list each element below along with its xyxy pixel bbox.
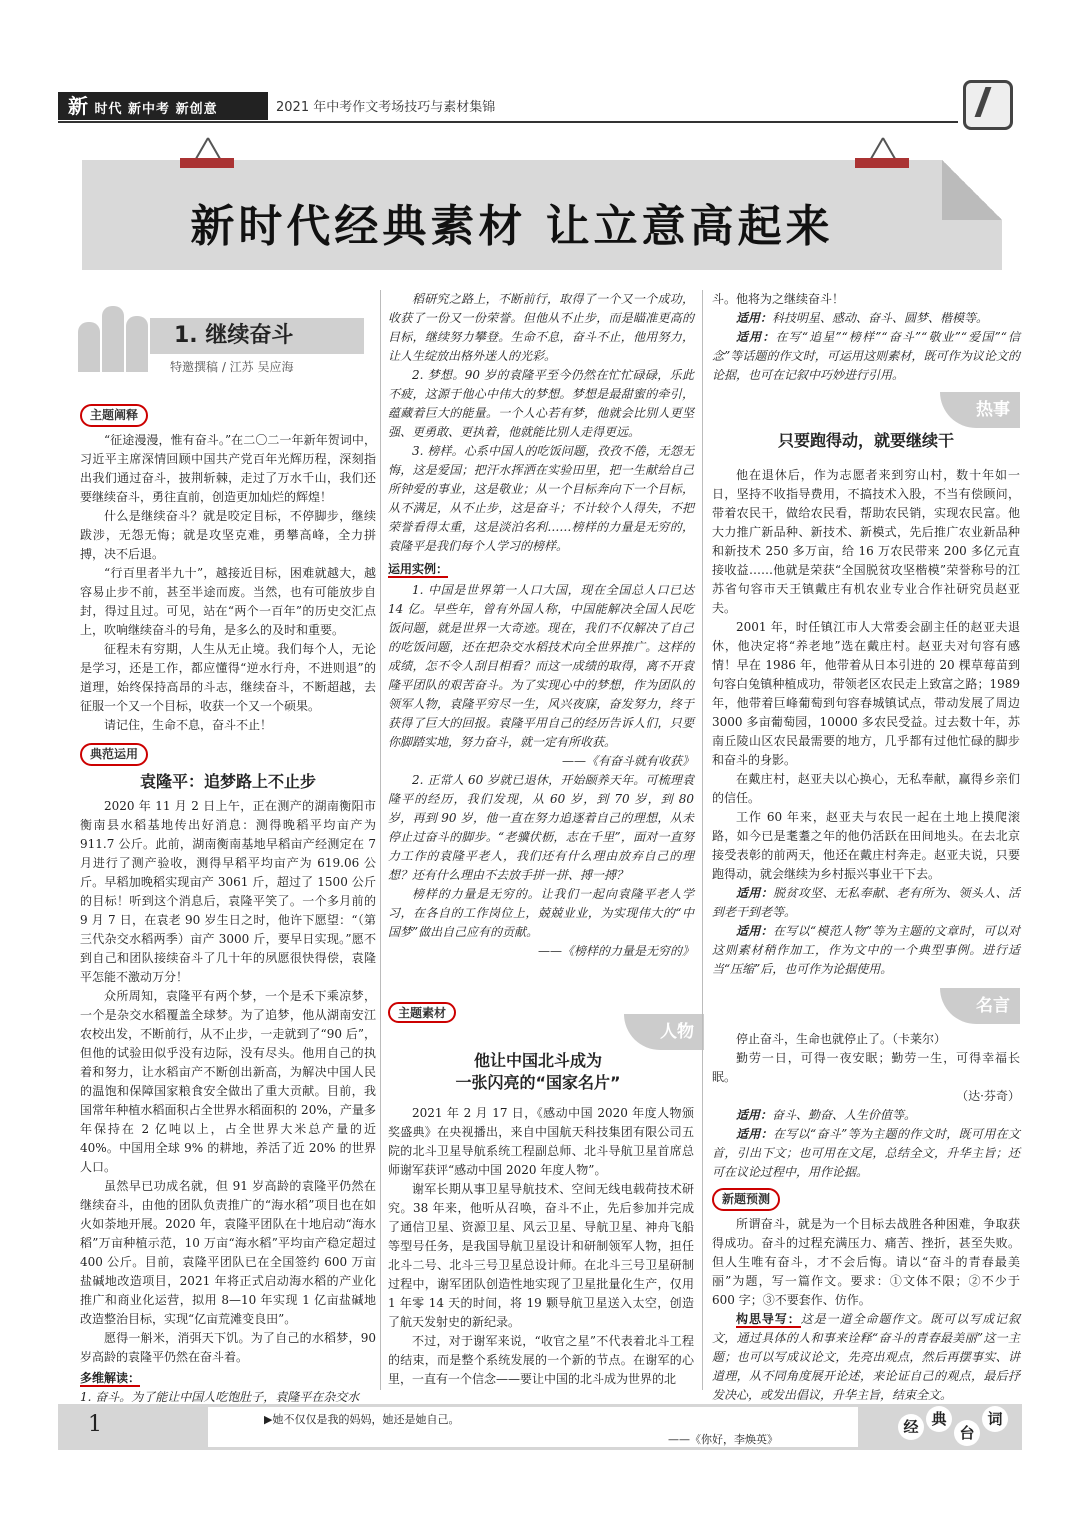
paragraph: 工作 60 年来，赵亚夫与农民一起在土地上摸爬滚路，如今已是耄耋之年的他仍活跃在田间地头。在去北京接受表彰的前两天，他还在戴庄村奔走。赵亚夫说，只要跑得动，就会继续为乡村振兴事业干下去。 [712,810,1020,881]
quote-use-text: 奋斗、勤奋、人生价值等。 [772,1108,917,1122]
hot-paragraphs [712,466,1020,884]
use-text: 科技明星、感动、奋斗、圆梦、楷模等。 [772,311,989,325]
tag-person: 人物 [624,1014,704,1050]
column-3 [712,290,1020,385]
hot-use-label: 适用： [736,886,774,900]
hot-apply-label: 适用： [736,924,774,938]
paragraph: 2. 正常人 60 岁就已退休，开始颐养天年。可梳理袁隆平的经历，我们发现，从 60 岁，到 70 岁，到 80 岁，再到 90 岁，他一直在努力追逐着自己的理想，从未停止过奋斗的脚步。“老骥伏枥，志在千里”，面对一直努力工作的袁隆平老人，我们还有什么理由放弃自己的理想？还有什么理由不去放手拼一拼、搏一搏？ [388,773,694,882]
theme-paragraphs [80,431,376,735]
quote-use-label: 适用： [736,1108,773,1122]
paragraph: 他在退休后，作为志愿者来到穷山村，数十年如一日，坚持不收指导费用，不搞技术入股，不当有偿顾问，带着农民干，做给农民看，帮助农民销，实现农民富。他大力推广新品种、新技术、新模式，先后推广农业新品种和新技术 250 多万亩，给 16 万农民带来 200 多亿元直接收益……他就是荣获“全国脱贫攻坚楷模”荣誉称号的江苏省句容市天王镇戴庄有机农业专业合作社研究员赵亚夫。 [712,468,1020,615]
col3-top: 斗。他将为之继续奋斗！ [712,292,845,306]
paragraph: 2001 年，时任镇江市人大常委会副主任的赵亚夫退休，他决定将“养老地”选在戴庄村。赵亚夫对句容有感情！早在 1986 年，他带着从日本引进的 20 棵草莓苗到句容白兔镇种植成功，带领老区农民走上致富之路；1989 年，他带着巨峰葡萄到句容春城镇试点，带动发展了周边 3000 多亩葡萄园，10000 多农民受益。过去数十年，苏南丘陵山区农民最需要的地方，几乎都有过他忙碌的脚步和奋斗的身影。 [712,620,1020,767]
brand-box [58,92,268,120]
label-predict: 新题预测 [712,1188,780,1211]
paragraph: 愿得一斛米，消弭天下饥。为了自己的水稻梦，90 岁高龄的袁隆平仍然在奋斗着。 [80,1331,376,1364]
paragraph: 稻研究之路上，不断前行，取得了一个又一个成功，收获了一份又一份荣誉。但他从不止步，而是瞄准更高的目标，继续努力攀登。生命不息，奋斗不止，他用努力，让人生绽放出格外迷人的光彩。 [388,292,694,363]
page-fold-icon [942,160,1002,220]
label-example: 典范运用 [80,743,148,766]
multi-paragraphs [388,290,694,556]
paragraph: 虽然早已功成名就，但 91 岁高龄的袁隆平仍然在继续奋斗，由他的团队负责推广的“海水稻”项目也在如火如荼地开展。2020 年，袁隆平团队在十地启动“海水稻”万亩种植示范，10 万亩“海水稻”平均亩产稳定超过 400 公斤。目前，袁隆平团队已在全国签约 600 万亩盐碱地改造项目，2021 年将正式启动海水稻的产业化推广和商业化运营，拟用 8—10 年实现 1 亿亩盐碱地改造整治目标，实现“亿亩荒滩变良田”。 [80,1179,376,1326]
quote-body [712,1030,1020,1405]
quote-1: 停止奋斗，生命也就停止了。（卡莱尔） [736,1032,947,1046]
predict-paragraph: 所谓奋斗，就是为一个目标去战胜各种困难，争取获得成功。奋斗的过程充满压力、痛苦、挫折，甚至失败。但人生唯有奋斗，才不会后悔。请以“奋斗的青春最美丽”为题，写一篇作文。要求：①文体不限；②不少于 600 字；③不要套作、仿作。 [712,1217,1020,1307]
hot-body [712,466,1020,979]
paragraph: 不过，对于谢军来说，“收官之星”不代表着北斗工程的结束，而是整个系统发展的一个新的节点。在谢军的心里，一直有一个信念——要让中国的北斗成为世界的北 [388,1334,694,1386]
apply-text: 在写“追星”“榜样”“奋斗”“敬业”“爱国”“信念”等话题的作文时，可运用这则素材，既可作为议论文的论据，也可在记叙中巧妙进行引用。 [712,330,1020,382]
quote-apply-text: 在写以“奋斗”等为主题的作文时，既可用在文首，引出下文；也可用在文尾，总结全文，升华主旨；还可在议论过程中，用作论据。 [712,1127,1020,1179]
hanger-icon [182,138,232,160]
header-subtitle: 2021 年中考作文考场技巧与素材集锦 [276,100,496,115]
apply-label: 适用： [736,330,776,344]
guide-label: 构思导写： [736,1312,801,1326]
person-paragraphs [388,1104,694,1389]
footer-char: 经 [898,1414,924,1440]
paragraph: 1. 中国是世界第一人口大国，现在全国总人口已达 14 亿。早些年，曾有外国人称，中国能解决全国人民吃饭问题，就是世界一大奇迹。现在，我们不仅解决了自己的吃饭问题，还在把杂交水稻技术向全世界推广。这样的成绩，怎不令人刮目相看？而这一成绩的取得，离不开袁隆平团队的艰苦奋斗。为了实现心中的梦想，作为团队的领军人物，袁隆平穷尽一生，风兴夜寐，奋发努力，终于获得了巨大的回报。袁隆平用自己的经历告诉人们，只要你脚踏实地，努力奋斗，就一定有所收获。 [388,583,694,749]
article-title: 1. 继续奋斗 [150,318,364,354]
page-header [58,92,1022,122]
column-divider [380,290,381,1390]
column-divider [702,290,703,1390]
hanger-icon [857,138,907,160]
footer-char: 词 [982,1406,1008,1432]
quote-apply-label: 适用： [736,1127,774,1141]
use-label: 适用： [736,311,773,325]
column-2 [388,290,694,961]
apply-source-1: ——《有奋斗就有收获》 [561,754,694,768]
apply-paragraphs-2 [388,771,694,942]
person-title-line-2: 一张闪亮的“国家名片” [455,1073,621,1092]
multi-first-line: 1. 奋斗。为了能让中国人吃饱肚子，袁隆平在杂交水 [80,1390,360,1404]
hot-apply-text: 在写以“模范人物”等为主题的文章时，可以对这则素材稍作加工，作为文中的一个典型事例。进行适当“压缩”后，也可作为论据使用。 [712,924,1020,976]
quote-2: 勤劳一日，可得一夜安眠；勤劳一生，可得幸福长眠。 [712,1051,1020,1084]
paragraph: 谢军长期从事卫星导航技术、空间无线电载荷技术研究。38 年来，他听从召唤，奋斗不止，先后参加并完成了通信卫星、资源卫星、风云卫星、导航卫星、神舟飞船等型号任务，是我国导航卫星设计和研制领军人物，担任北斗二号、北斗三号卫星总设计师。在北斗三号卫星研制过程中，谢军团队创造性地实现了卫星批量化生产，仅用 1 年零 14 天的时间，将 19 颗导航卫星送入太空，创造了航天发射史的新纪录。 [388,1182,694,1329]
hot-use-text: 脱贫攻坚、无私奉献、老有所为、领头人、活到老干到老等。 [712,886,1020,919]
person-title-line-1: 他让中国北斗成为 [473,1051,602,1070]
apply-paragraphs [388,581,694,752]
paragraph: 2021 年 2 月 17 日，《感动中国 2020 年度人物颁奖盛典》在央视播出，来自中国航天科技集团有限公司五院的北斗卫星导航系统工程副总师、北斗导航卫星首席总师谢军获评“感动中国 2020 年度人物”。 [388,1106,694,1177]
label-material: 主题素材 [388,1002,456,1023]
tag-quote: 名言 [940,988,1020,1024]
paragraph: 3. 榜样。心系中国人的吃饭问题，孜孜不倦，无怨无悔，这是爱国；把汗水挥洒在实验田里，把一生献给自己所钟爱的事业，这是敬业；从一个目标奔向下一个目标，从不满足，从不止步，这是奋斗；不计较个人得失，不把荣誉看得太重，这是淡泊名利……榜样的力量是无穷的，袁隆平是我们每个人学习的榜样。 [388,444,694,553]
banner [82,160,1002,270]
label-multi: 多维解读： [80,1371,141,1385]
label-theme: 主题阐释 [80,404,148,427]
hot-title: 只要跑得动，就要继续干 [777,431,954,450]
publisher-logo-icon [963,80,1013,130]
guide-text: 这是一道全命题作文。既可以写成记叙文，通过具体的人和事来诠释“奋斗的青春最美丽”这一主题；也可以写成议论文，先亮出观点，然后再摆事实、讲道理，从不同角度展开论述，来论证自己的观点，最后抒发决心，或发出倡议，升华主旨，结束全文。 [712,1312,1020,1402]
footer-char: 典 [926,1406,952,1432]
paragraph: 什么是继续奋斗？就是咬定目标，不停脚步，继续跋涉，无怨无悔；就是攻坚克难，勇攀高峰，全力拼搏，决不后退。 [80,509,376,561]
label-apply: 运用实例： [388,562,449,576]
header-rule [58,121,958,123]
person-body [388,1104,694,1389]
brand-text: 时代 新中考 新创意 [94,102,218,117]
banner-title: 新时代经典素材 让立意高起来 [190,201,834,252]
footer-quote: ▶她不仅仅是我的妈妈，她还是她自己。 [264,1413,460,1426]
quote-2-source: （达·芬奇） [956,1089,1020,1103]
apply-source-2: ——《榜样的力量是无穷的》 [537,944,694,958]
paragraph: 2020 年 11 月 2 日上午，正在测产的湖南衡阳市衡南县水稻基地传出好消息：测得晚稻平均亩产为 911.7 公斤。此前，湖南衡南基地早稻亩产经测定在 7 月进行了测产验收，测得早稻平均亩产为 619.06 公斤。早稻加晚稻实现亩产 3061 斤，超过了 1500 公斤的目标！听到这个消息后，袁隆平笑了。一个多月前的 9 月 7 日，在袁老 90 岁生日之时，他许下愿望：“（第三代杂交水稻两季）亩产 3000 斤，要早日实现。”愿不到自己和团队接续奋斗了几十年的夙愿很快得偿，袁隆平怎能不激动万分！ [80,799,376,984]
paragraph: 在戴庄村，赵亚夫以心换心，无私奉献，赢得乡亲们的信任。 [712,772,1020,805]
cheering-people-illustration [74,296,160,372]
paragraph: 2. 梦想。90 岁的袁隆平至今仍然在忙忙碌碌，乐此不疲，这源于他心中伟大的梦想。梦想是最甜蜜的牵引，蕴藏着巨大的能量。一个人心若有梦，他就会比别人更坚强、更勇敢、更执着，他就能比别人走得更远。 [388,368,694,439]
paragraph: 榜样的力量是无穷的。让我们一起向袁隆平老人学习，在各自的工作岗位上，兢兢业业，为实现伟大的“中国梦”做出自己应有的贡献。 [388,887,694,939]
page-number: 1 [88,1412,102,1437]
example-paragraphs [80,797,376,1367]
column-1 [80,404,376,1407]
byline: 特邀撰稿 / 江苏 吴应海 [170,360,294,374]
brand-big-char: 新 [68,94,89,118]
paragraph: 征程未有穷期，人生从无止境。我们每个人，无论是学习，还是工作，都应懂得“逆水行舟，不进则退”的道理，始终保持高昂的斗志，继续奋斗，不断超越，去征服一个又一个目标，收获一个又一个硕果。 [80,642,376,713]
footer-quote-source: ——《你好，李焕英》 [668,1433,778,1446]
paragraph: 请记住，生命不息，奋斗不止！ [104,718,273,732]
paragraph: “征途漫漫，惟有奋斗。”在二〇二一年新年贺词中，习近平主席深情回顾中国共产党百年光辉历程，深刻指出我们通过奋斗，披荆斩棘，走过了万水千山，我们还要继续奋斗，勇往直前，创造更加灿烂的辉煌！ [80,433,376,504]
tag-hot: 热事 [940,392,1020,428]
paragraph: 众所周知，袁隆平有两个梦，一个是禾下乘凉梦，一个是杂交水稻覆盖全球梦。为了追梦，他从湖南安江农校出发，不断前行，从不止步，一走就到了“90 后”，但他的试验田似乎没有边际，没有尽头。他用自己的执着和努力，让水稻亩产不断创出新高，为解决中国人民的温饱和保障国家粮食安全做出了重大贡献。目前，我国常年种植水稻面积占全世界水稻面积的 20%，产量多年保持在 2 亿吨以上，占全世界大米总产量的近 40%。中国用全球 9% 的耕地，养活了近 20% 的世界人口。 [80,989,376,1174]
page-footer [58,1404,1022,1450]
person-title [388,1050,688,1094]
paragraph: “行百里者半九十”，越接近目标，困难就越大，越容易止步不前，甚至半途而废。当然，也有可能放步自封，得过且过。可见，站在“两个一百年”的历史交汇点上，吹响继续奋斗的号角，是多么的及时和重要。 [80,566,376,637]
example-title: 袁隆平：追梦路上不止步 [139,772,316,791]
label-material-wrap [388,1002,456,1023]
footer-quote-box [208,1407,858,1447]
footer-char: 台 [954,1420,980,1446]
